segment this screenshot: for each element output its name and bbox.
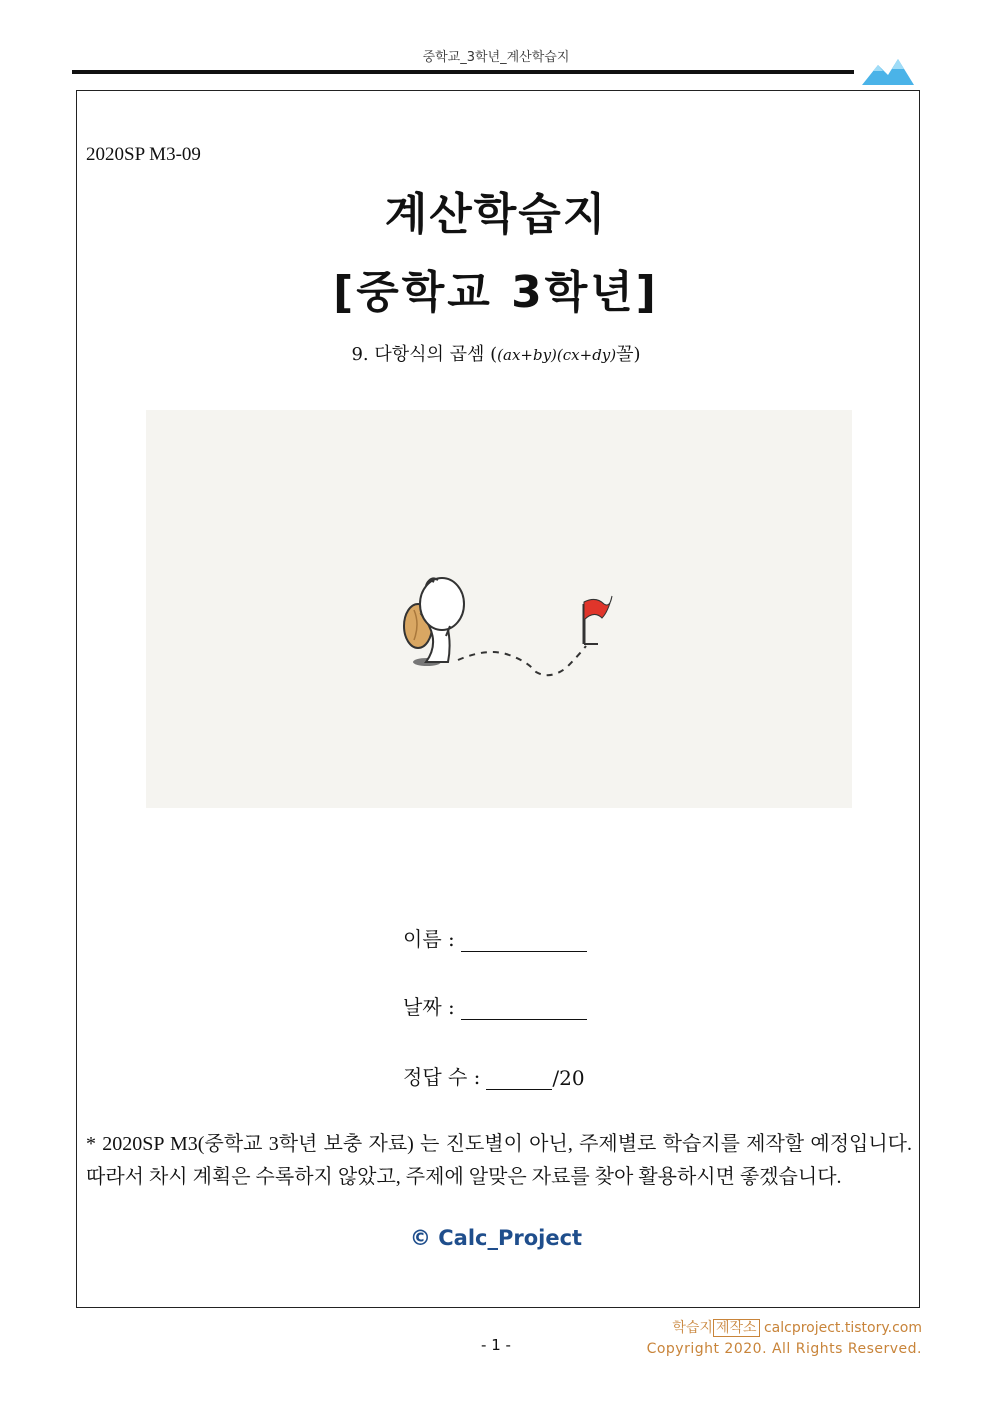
footer-site (672, 1317, 922, 1337)
footer-site-url[interactable]: calcproject.tistory.com (759, 1320, 922, 1336)
mountain-logo-icon (862, 57, 914, 85)
date-blank[interactable] (461, 997, 587, 1020)
name-field (403, 923, 587, 952)
notice-paragraph: * 2020SP M3(중학교 3학년 보충 자료) 는 진도별이 아닌, 주제별로 학습지를 제작할 예정입니다. 따라서 차시 계획은 수록하지 않았고, 주제에 알맞은 자료를 찾아 활용하시면 좋겠습니다. (86, 1133, 912, 1188)
topic-line (0, 340, 992, 366)
topic-formula: (ax+by)(cx+dy) (497, 346, 617, 364)
date-label: 날짜 : (403, 995, 455, 1019)
name-label: 이름 : (403, 927, 455, 951)
footer-rights: Copyright 2020. All Rights Reserved. (646, 1341, 922, 1357)
doc-code: 2020SP M3-09 (86, 144, 201, 165)
score-blank[interactable] (486, 1067, 552, 1090)
footer-site-prefix: 학습지 (672, 1320, 713, 1336)
date-field (403, 991, 587, 1020)
cover-illustration (146, 410, 852, 808)
score-label: 정답 수 : (403, 1065, 481, 1089)
page-subtitle: [중학교 3학년] (333, 267, 659, 318)
score-total: /20 (552, 1066, 585, 1090)
score-field (403, 1061, 585, 1090)
header-rule (72, 70, 854, 74)
copyright-brand: © Calc_Project (409, 1226, 583, 1250)
red-flag-icon (146, 410, 852, 808)
footer-site-boxed: 제작소 (713, 1319, 760, 1337)
running-header: 중학교_3학년_계산학습지 (422, 50, 570, 65)
page-title: 계산학습지 (384, 189, 608, 240)
topic-suffix: 꼴) (616, 344, 641, 365)
page-number: - 1 - (481, 1336, 511, 1354)
name-blank[interactable] (461, 929, 587, 952)
topic-prefix: 9. 다항식의 곱셈 ( (351, 344, 498, 365)
